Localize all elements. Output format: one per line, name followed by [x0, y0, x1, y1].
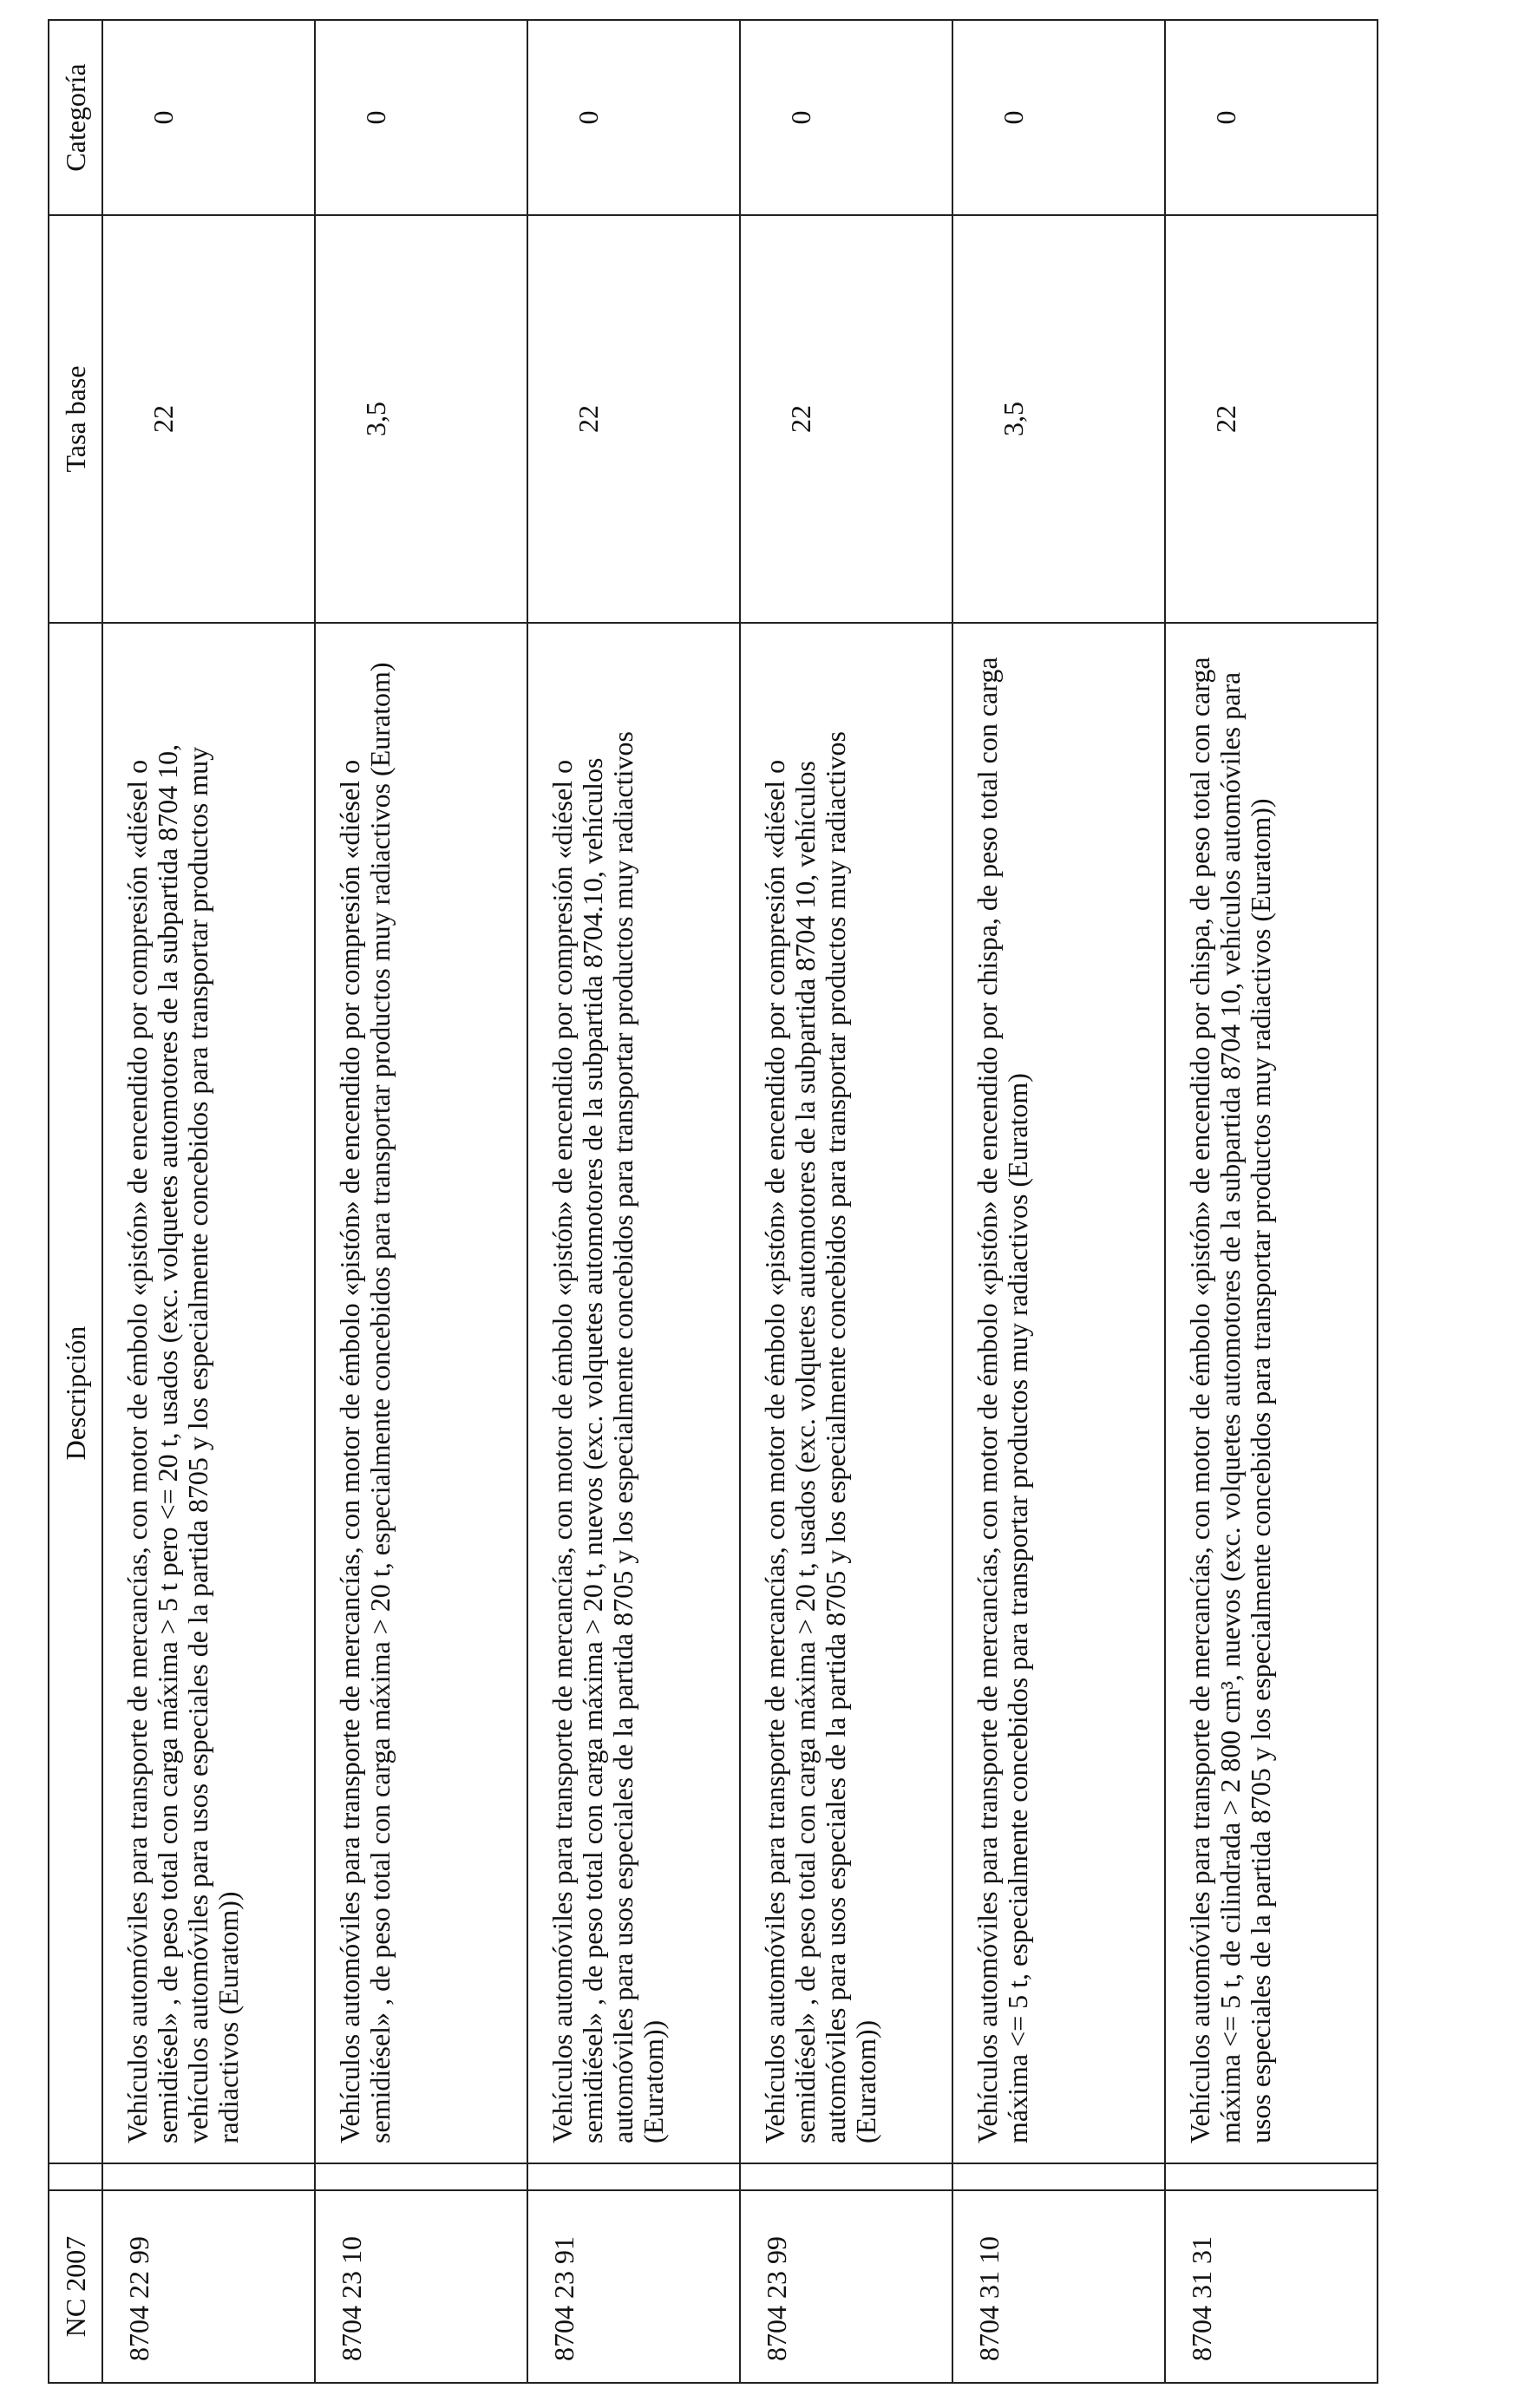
row-category: 0: [527, 20, 740, 215]
row-code: 8704 23 91: [527, 2190, 740, 2383]
header-row: [49, 20, 102, 2383]
table-row: [315, 20, 527, 2383]
row-category: 0: [1165, 20, 1378, 215]
row-rate: 22: [1165, 215, 1378, 623]
row-rate: 22: [740, 215, 952, 623]
row-category: 0: [102, 20, 315, 215]
row-rate: 22: [527, 215, 740, 623]
header-rate: Tasa base: [49, 215, 102, 623]
tariff-table: [48, 19, 1378, 2384]
row-code: 8704 23 99: [740, 2190, 952, 2383]
rotated-table-container: [48, 21, 1276, 2384]
row-spacer: [315, 2163, 527, 2190]
row-code: 8704 31 10: [952, 2190, 1165, 2383]
row-description: Vehículos automóviles para transporte de mercancías, con motor de émbolo «pistón» de encendido por chispa, de peso total con carga máxima <= 5 t, de cilindrada > 2 800 cm³, nuevos (exc. volquetes automotores de la subpartida 8704 10, vehículos automóviles para usos especiales de la partida 8705 y los especialmente concebidos para transportar productos muy radiactivos (Euratom)): [1165, 623, 1378, 2163]
header-code: NC 2007: [49, 2190, 102, 2383]
row-spacer: [952, 2163, 1165, 2190]
table-row: [102, 20, 315, 2383]
table-row: [952, 20, 1165, 2383]
row-rate: 22: [102, 215, 315, 623]
row-description: Vehículos automóviles para transporte de mercancías, con motor de émbolo «pistón» de encendido por compresión «diésel o semidiésel» , de peso total con carga máxima > 20 t, nuevos (exc. volquetes automotores de la subpartida 8704.10, vehículos automóviles para usos especiales de la partida 8705 y los especialmente concebidos para transportar productos muy radiactivos (Euratom)): [527, 623, 740, 2163]
header-spacer: [49, 2163, 102, 2190]
row-code: 8704 22 99: [102, 2190, 315, 2383]
header-category: Categoría: [49, 20, 102, 215]
row-code: 8704 23 10: [315, 2190, 527, 2383]
row-description: Vehículos automóviles para transporte de mercancías, con motor de émbolo «pistón» de encendido por chispa, de peso total con carga máxima <= 5 t, especialmente concebidos para transportar productos muy radiactivos (Euratom): [952, 623, 1165, 2163]
row-code: 8704 31 31: [1165, 2190, 1378, 2383]
table-row: [1165, 20, 1378, 2383]
row-rate: 3,5: [952, 215, 1165, 623]
row-spacer: [740, 2163, 952, 2190]
row-category: 0: [315, 20, 527, 215]
table-row: [527, 20, 740, 2383]
row-spacer: [1165, 2163, 1378, 2190]
row-spacer: [102, 2163, 315, 2190]
row-category: 0: [740, 20, 952, 215]
row-category: 0: [952, 20, 1165, 215]
header-description: Descripción: [49, 623, 102, 2163]
row-description: Vehículos automóviles para transporte de mercancías, con motor de émbolo «pistón» de encendido por compresión «diésel o semidiésel» , de peso total con carga máxima > 20 t, especialmente concebidos para transportar productos muy radiactivos (Euratom): [315, 623, 527, 2163]
row-description: Vehículos automóviles para transporte de mercancías, con motor de émbolo «pistón» de encendido por compresión «diésel o semidiésel» , de peso total con carga máxima > 20 t, usados (exc. volquetes automotores de la subpartida 8704 10, vehículos automóviles para usos especiales de la partida 8705 y los especialmente concebidos para transportar productos muy radiactivos (Euratom)): [740, 623, 952, 2163]
table-row: [740, 20, 952, 2383]
row-spacer: [527, 2163, 740, 2190]
row-rate: 3,5: [315, 215, 527, 623]
row-description: Vehículos automóviles para transporte de mercancías, con motor de émbolo «pistón» de encendido por compresión «diésel o semidiésel» , de peso total con carga máxima > 5 t pero <= 20 t, usados (exc. volquetes automotores de la subpartida 8704 10, vehículos automóviles para usos especiales de la partida 8705 y los especialmente concebidos para transportar productos muy radiactivos (Euratom)): [102, 623, 315, 2163]
